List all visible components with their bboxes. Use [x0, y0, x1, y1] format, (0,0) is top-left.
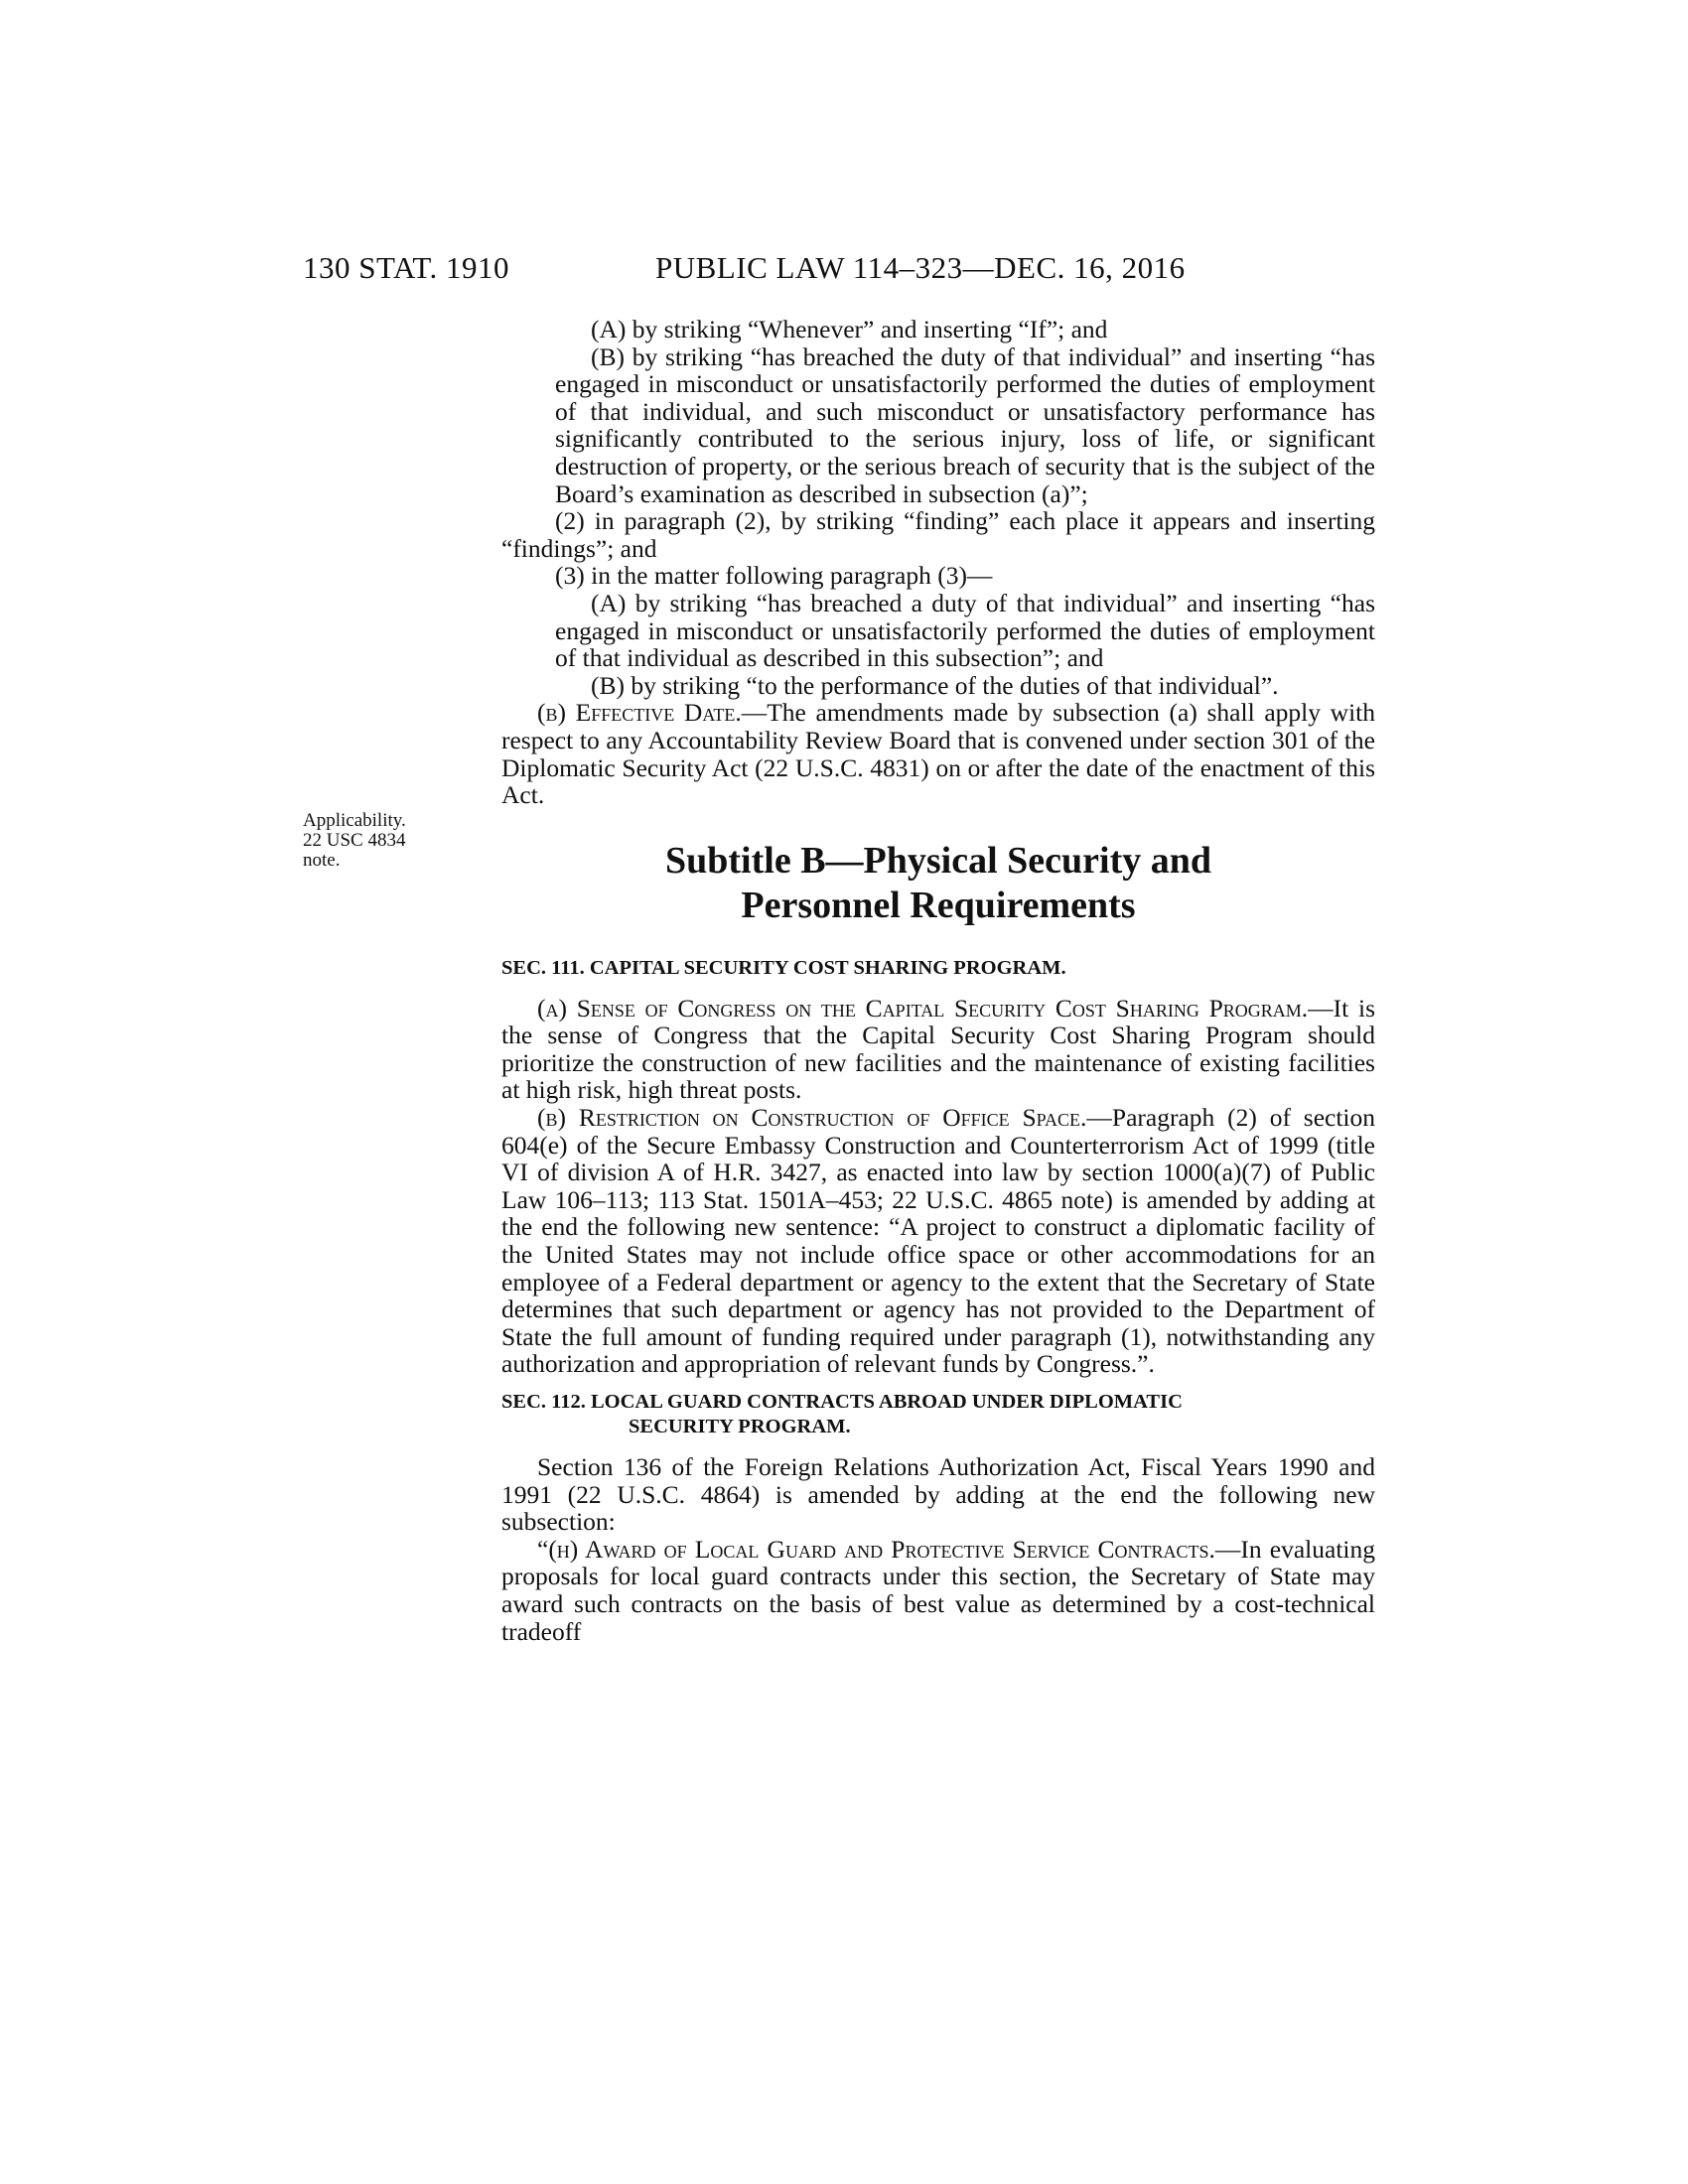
effective-date-label: (b) Effective Date.	[537, 698, 742, 728]
paragraph: (2) in paragraph (2), by striking “finding” each place it appears and inserting “findings”; and	[501, 506, 1375, 563]
main-text-column	[501, 316, 1375, 1645]
paragraph: (B) by striking “has breached the duty of that individual” and inserting “has engaged in misconduct or unsatisfactorily performed the duties of employment of that individual, and such misconduct or unsatisfactory performance has significantly contributed to the serious injury, loss of life, or significant destruction of property, or the serious breach of security that is the subject of the Board’s examination as described in subsection (a)”;	[555, 341, 1375, 508]
effective-date-paragraph	[501, 699, 1375, 808]
section-111-b-text: —Paragraph (2) of section 604(e) of the Secure Embassy Construction and Counterterrorism Act of 1999 (title VI of division A of H.R. 3427, as enacted into law by section 1000(a)(7) of Public Law 106–113; 113 Stat. 1501A–453; 22 U.S.C. 4865 note) is amended by adding at the end the following new sentence: “A project to construct a diplomatic facility of the United States may not include office space or other accommodations for an employee of a Federal department or agency to the extent that the Secretary of State determines that such department or agency has not provided to the Department of State the full amount of funding required under paragraph (1), notwithstanding any authorization and appropriation of relevant funds by Congress.”.	[501, 1103, 1376, 1379]
section-112-h-text: —In evaluating proposals for local guard contracts under this section, the Secretary of State may award such contracts on the basis of best value as determined by a cost-technical tradeoff	[501, 1534, 1376, 1646]
section-112-paragraph: Section 136 of the Foreign Relations Authorization Act, Fiscal Years 1990 and 1991 (22 U.S.C. 4864) is amended by adding at the end the following new subsection:	[501, 1452, 1375, 1537]
section-112-heading	[501, 1390, 1375, 1439]
section-112-h	[501, 1536, 1375, 1645]
margin-note-line: Applicability.	[303, 810, 406, 831]
subtitle-line: Subtitle B—Physical Security and	[665, 839, 1211, 882]
section-112-heading-line: SECURITY PROGRAM.	[629, 1416, 851, 1437]
section-111-heading: SEC. 111. CAPITAL SECURITY COST SHARING PROGRAM.	[501, 956, 1066, 979]
section-111-b	[501, 1104, 1375, 1378]
paragraph: (3) in the matter following paragraph (3)—	[555, 561, 993, 591]
section-111-a-text: —It is the sense of Congress that the Capital Security Cost Sharing Program should prioritize the construction of new facilities and the maintenance of existing facilities at high risk, high threat posts.	[501, 993, 1376, 1105]
section-111-a	[501, 995, 1375, 1104]
effective-date-text: —The amendments made by subsection (a) shall apply with respect to any Accountability Review Board that is convened under section 301 of the Diplomatic Security Act (22 U.S.C. 4831) on or after the date of the enactment of this Act.	[501, 698, 1375, 810]
section-112-heading-line: SEC. 112. LOCAL GUARD CONTRACTS ABROAD UNDER DIPLOMATIC	[501, 1391, 1183, 1413]
section-111-b-label: (b) Restriction on Construction of Office Space.	[537, 1103, 1087, 1133]
subtitle-heading	[501, 839, 1375, 928]
section-111-a-label: (a) Sense of Congress on the Capital Security Cost Sharing Program.	[537, 993, 1309, 1023]
paragraph: (A) by striking “has breached a duty of that individual” and inserting “has engaged in misconduct or unsatisfactorily performed the duties of employment of that individual as described in this subsection”; and	[555, 588, 1375, 673]
paragraph: (B) by striking “to the performance of the duties of that individual”.	[591, 670, 1279, 700]
section-112-h-label: “(h) Award of Local Guard and Protective Service Contracts.	[537, 1534, 1215, 1564]
margin-note-line: note.	[303, 850, 341, 871]
paragraph: (A) by striking “Whenever” and inserting “If”; and	[591, 315, 1108, 343]
subtitle-line: Personnel Requirements	[741, 884, 1136, 926]
stat-page-number: 130 STAT. 1910	[303, 250, 510, 285]
margin-note	[303, 811, 432, 871]
margin-note-line: 22 USC 4834	[303, 830, 406, 851]
running-title: PUBLIC LAW 114–323—DEC. 16, 2016	[655, 250, 1186, 285]
